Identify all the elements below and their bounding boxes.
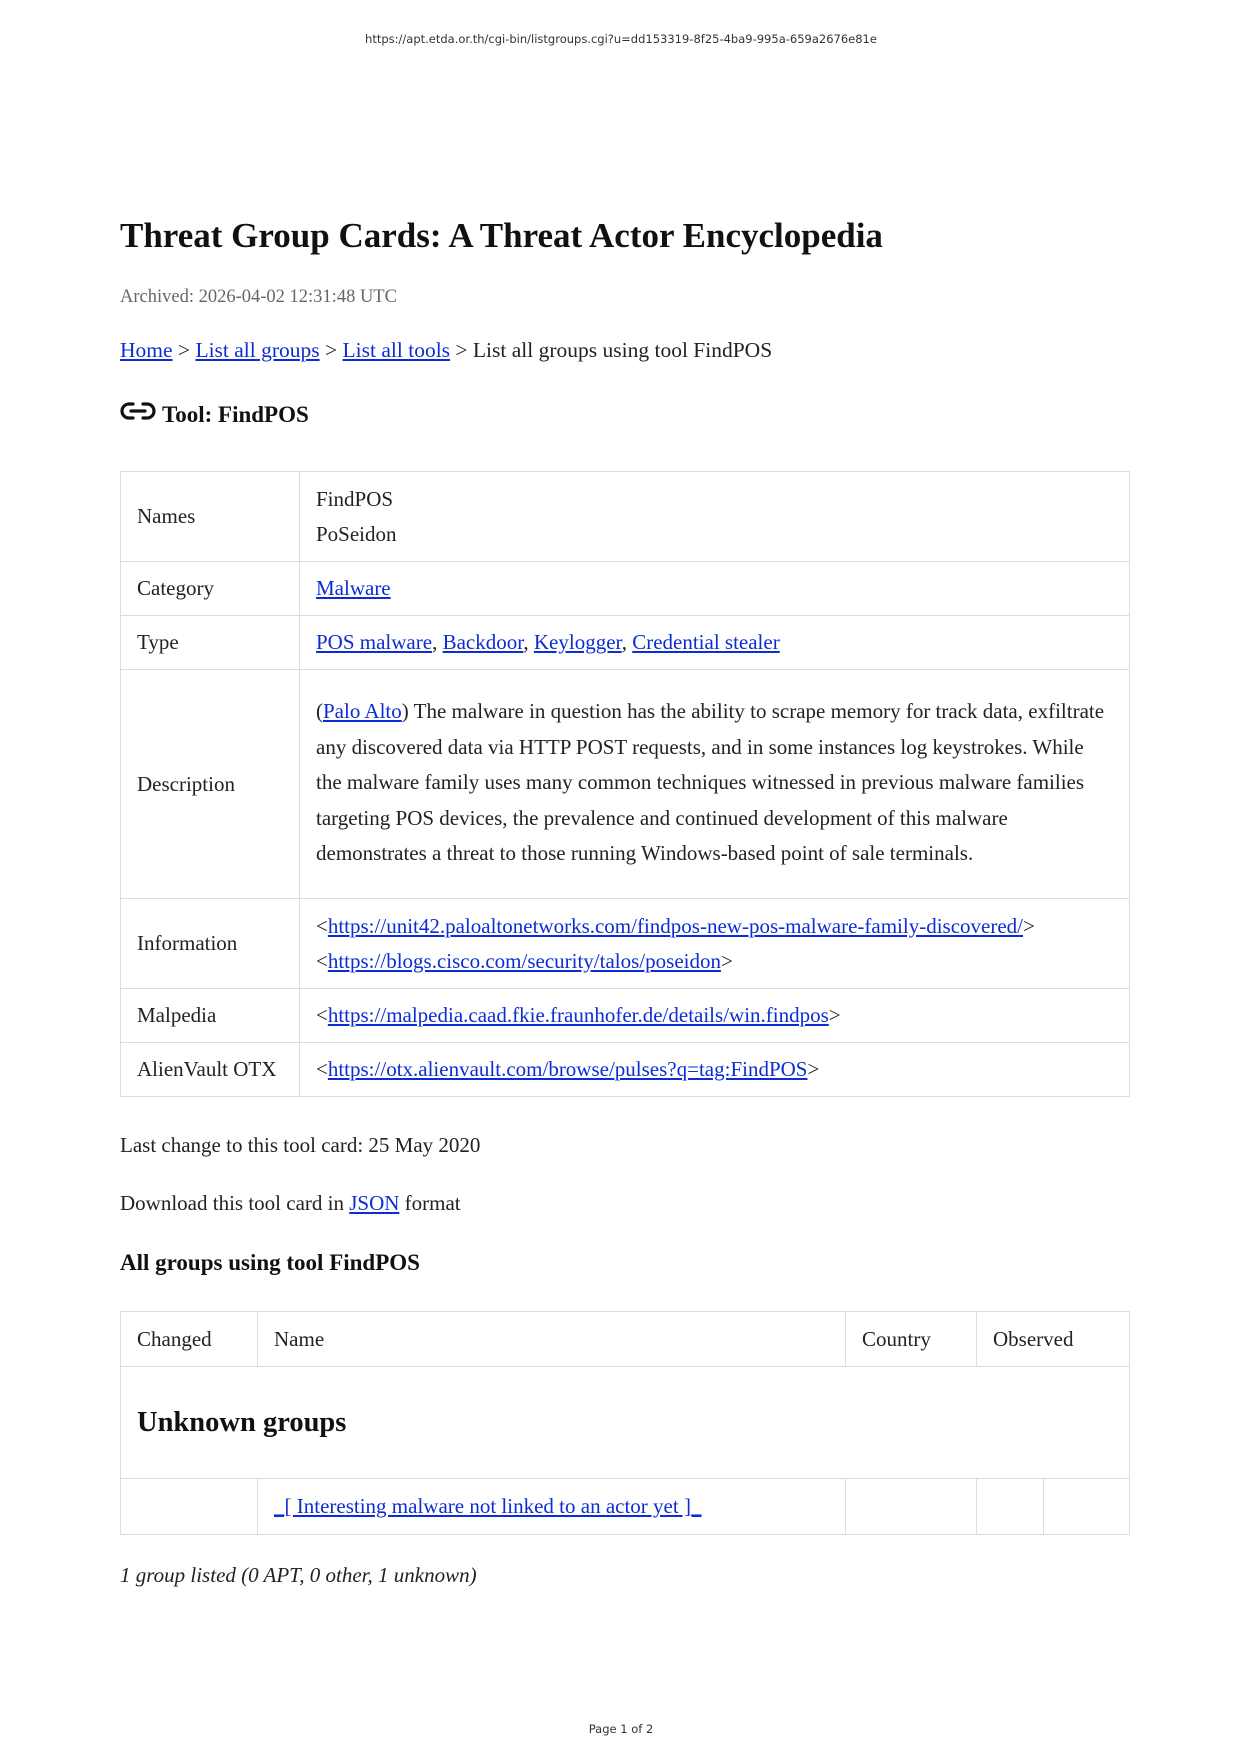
groups-table: [120, 1311, 1130, 1535]
angle-bracket: >: [1023, 913, 1035, 938]
last-change: Last change to this tool card: 25 May 2020: [120, 1133, 481, 1157]
category-link[interactable]: Malware: [316, 576, 391, 600]
description-text: The malware in question has the ability to scrape memory for track data, exfiltrate any discovered data via HTTP POST requests, and in some instances log keystrokes. While the malware family uses many common techniques witnessed in previous malware families targeting POS devices, the prevalence and continued development of this malware demonstrates a threat to those running Windows-based point of sale terminals.: [316, 699, 1105, 866]
table-row: [121, 1479, 1130, 1535]
description-paren: ): [401, 699, 409, 724]
type-separator: ,: [523, 630, 534, 654]
table-row: [121, 562, 1130, 616]
description-label: Description: [121, 670, 300, 899]
section-row: [121, 1367, 1130, 1479]
type-label: Type: [121, 616, 300, 670]
information-line: [316, 944, 1113, 979]
table-row: [121, 899, 1130, 989]
json-link[interactable]: JSON: [349, 1191, 400, 1215]
group-link[interactable]: _[ Interesting malware not linked to an actor yet ]_: [274, 1494, 702, 1518]
description-value: [300, 670, 1130, 899]
table-row: [121, 472, 1130, 562]
table-header-row: [121, 1312, 1130, 1367]
category-label: Category: [121, 562, 300, 616]
breadcrumb: [120, 338, 772, 363]
otx-value: [300, 1043, 1130, 1097]
names-label: Names: [121, 472, 300, 562]
link-icon: [120, 400, 156, 422]
malpedia-label: Malpedia: [121, 989, 300, 1043]
breadcrumb-separator: >: [172, 338, 196, 362]
groups-heading: All groups using tool FindPOS: [120, 1250, 420, 1275]
information-link[interactable]: https://unit42.paloaltonetworks.com/findpos-new-pos-malware-family-discovered/: [327, 913, 1024, 938]
breadcrumb-current: > List all groups using tool FindPOS: [450, 338, 773, 362]
category-value: [300, 562, 1130, 616]
otx-label: AlienVault OTX: [121, 1043, 300, 1097]
unknown-groups-title: Unknown groups: [121, 1367, 1130, 1479]
angle-bracket: <: [316, 1003, 328, 1027]
row-observed: [977, 1479, 1044, 1535]
otx-link[interactable]: https://otx.alienvault.com/browse/pulses?q=tag:FindPOS: [327, 1057, 808, 1081]
type-link[interactable]: Keylogger: [533, 630, 622, 654]
page-title: Threat Group Cards: A Threat Actor Encyclopedia: [120, 216, 883, 255]
download-line: [120, 1191, 461, 1216]
description-paren: (: [316, 699, 323, 724]
name-item: PoSeidon: [316, 521, 397, 546]
tool-card-table: [120, 471, 1130, 1097]
names-value: [300, 472, 1130, 562]
type-separator: ,: [432, 630, 443, 654]
download-prefix: Download this tool card in: [120, 1191, 350, 1215]
malpedia-value: [300, 989, 1130, 1043]
malpedia-link[interactable]: https://malpedia.caad.fkie.fraunhofer.de/details/win.findpos: [327, 1003, 829, 1027]
information-line: [316, 909, 1113, 944]
breadcrumb-tools-link[interactable]: List all tools: [342, 338, 451, 362]
breadcrumb-home-link[interactable]: Home: [120, 338, 173, 362]
angle-bracket: <: [316, 913, 328, 938]
angle-bracket: >: [828, 1003, 841, 1027]
column-header-country: Country: [846, 1312, 977, 1367]
angle-bracket: <: [316, 1057, 328, 1081]
table-row: [121, 1043, 1130, 1097]
information-value: [300, 899, 1130, 989]
information-link[interactable]: https://blogs.cisco.com/security/talos/poseidon: [327, 948, 721, 973]
angle-bracket: <: [316, 948, 328, 973]
archived-timestamp: Archived: 2026-04-02 12:31:48 UTC: [120, 287, 397, 307]
angle-bracket: >: [807, 1057, 820, 1081]
name-item: FindPOS: [316, 486, 394, 511]
type-link[interactable]: Backdoor: [442, 630, 524, 654]
row-country: [846, 1479, 977, 1535]
breadcrumb-groups-link[interactable]: List all groups: [195, 338, 320, 362]
table-row: [121, 616, 1130, 670]
breadcrumb-separator: >: [319, 338, 343, 362]
type-link[interactable]: POS malware: [316, 630, 433, 654]
column-header-observed: Observed: [977, 1312, 1130, 1367]
row-name: [258, 1479, 846, 1535]
table-row: [121, 670, 1130, 899]
tool-heading: [120, 400, 309, 428]
type-value: [300, 616, 1130, 670]
download-suffix: format: [399, 1191, 461, 1215]
url-header: https://apt.etda.or.th/cgi-bin/listgroups.cgi?u=dd153319-8f25-4ba9-995a-659a2676e81e: [365, 32, 877, 46]
table-row: [121, 989, 1130, 1043]
description-source-link[interactable]: Palo Alto: [323, 699, 402, 724]
page-footer: Page 1 of 2: [588, 1722, 654, 1736]
groups-summary: 1 group listed (0 APT, 0 other, 1 unknown): [120, 1563, 477, 1587]
information-label: Information: [121, 899, 300, 989]
angle-bracket: >: [720, 948, 733, 973]
row-extra: [1044, 1479, 1130, 1535]
row-changed: [121, 1479, 258, 1535]
column-header-name: Name: [258, 1312, 846, 1367]
type-link[interactable]: Credential stealer: [632, 630, 780, 654]
tool-heading-text: Tool: FindPOS: [162, 402, 309, 427]
type-separator: ,: [621, 630, 633, 654]
column-header-changed: Changed: [121, 1312, 258, 1367]
